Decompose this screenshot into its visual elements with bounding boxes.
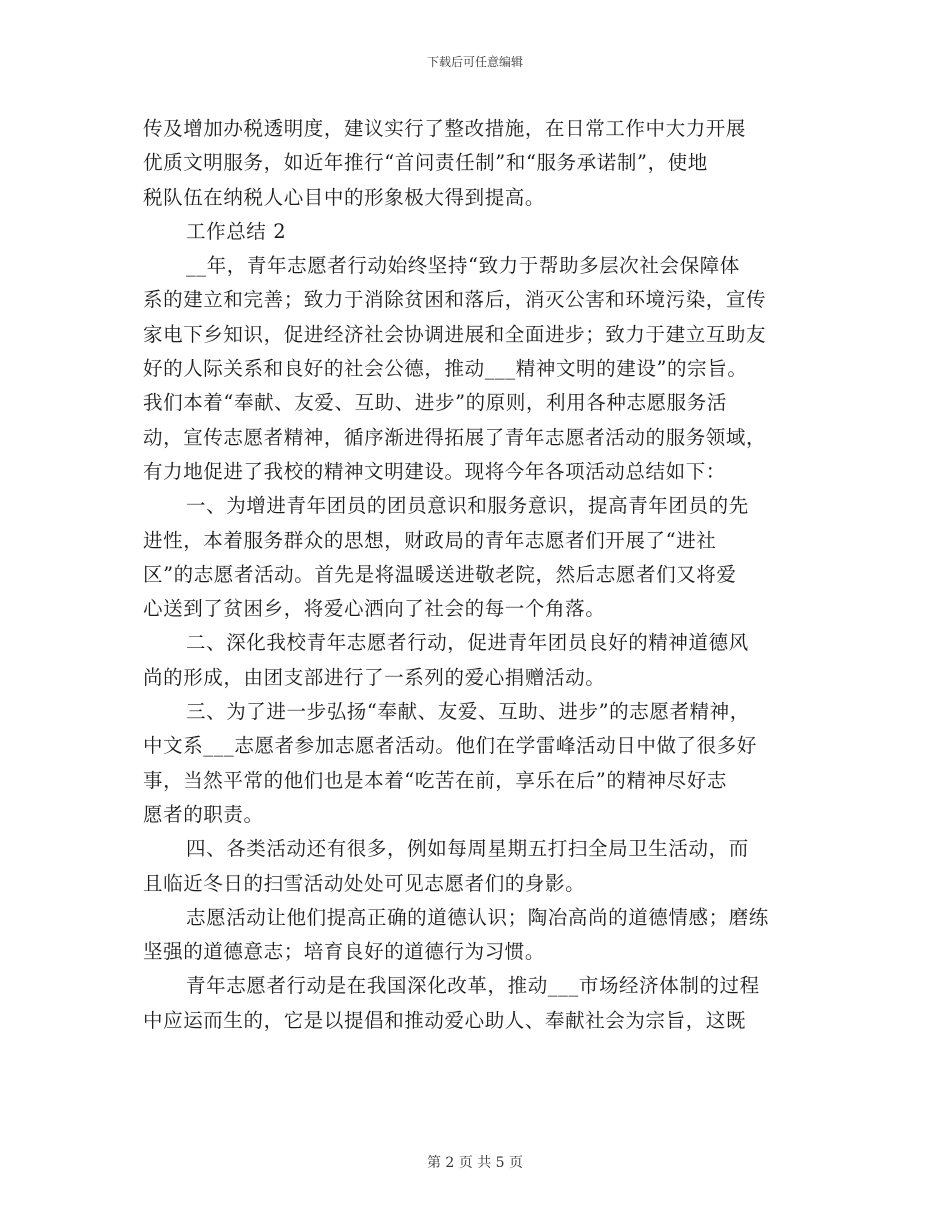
text-line: 动，宣传志愿者精神，循序渐进得拓展了青年志愿者活动的服务领域，: [143, 425, 767, 449]
text-line: 愿者的职责。: [143, 802, 264, 826]
page-header: 下载后可任意编辑: [426, 55, 523, 69]
text-line: 坚强的道德意志；培育良好的道德行为习惯。: [143, 940, 546, 964]
text-line: 好的人际关系和良好的社会公德，推动___精神文明的建设”的宗旨。: [143, 357, 748, 381]
text-line: 传及增加办税透明度，建议实行了整改措施，在日常工作中大力开展: [143, 117, 747, 140]
document-body: [143, 112, 807, 1038]
text-line: 且临近冬日的扫雪活动处处可见志愿者们的身影。: [143, 871, 586, 895]
text-line: 事，当然平常的他们也是本着“吃苦在前，享乐在后”的精神尽好志: [143, 768, 727, 792]
text-line: __年，青年志愿者行动始终坚持“致力于帮助多层次社会保障体: [186, 254, 740, 278]
text-line: 系的建立和完善；致力于消除贫困和落后，消灭公害和环境污染，宣传: [143, 288, 767, 312]
text-line: 四、各类活动还有很多，例如每周星期五打扫全局卫生活动，而: [186, 837, 749, 861]
text-line: 家电下乡知识，促进经济社会协调进展和全面进步；致力于建立互助友: [143, 322, 767, 346]
text-line: 中应运而生的，它是以提倡和推动爱心助人、奉献社会为宗旨，这既: [143, 1008, 747, 1032]
text-line: 三、为了进一步弘扬“奉献、友爱、互助、进步”的志愿者精神，: [186, 700, 750, 724]
page-number: 第 2 页 共 5 页: [426, 1155, 524, 1171]
text-line: 一、为增进青年团员的团员意识和服务意识，提高青年团员的先: [186, 494, 749, 518]
text-line: 青年志愿者行动是在我国深化改革，推动___市场经济体制的过程: [186, 974, 760, 998]
text-line: 区”的志愿者活动。首先是将温暖送进敬老院，然后志愿者们又将爱: [143, 562, 737, 586]
text-line: 有力地促进了我校的精神文明建设。现将今年各项活动总结如下：: [143, 459, 726, 483]
text-line: 志愿活动让他们提高正确的道德认识；陶冶高尚的道德情感；磨练: [186, 905, 769, 929]
text-line: 中文系___志愿者参加志愿者活动。他们在学雷峰活动日中做了很多好: [143, 734, 757, 758]
text-line: 我们本着“奉献、友爱、互助、进步”的原则，利用各种志愿服务活: [143, 391, 727, 415]
section-heading: 工作总结 2: [186, 219, 287, 243]
text-line: 进性，本着服务群众的思想，财政局的青年志愿者们开展了“进社: [143, 528, 717, 552]
text-line: 二、深化我校青年志愿者行动，促进青年团员良好的精神道德风: [186, 631, 749, 655]
text-line: 税队伍在纳税人心目中的形象极大得到提高。: [143, 185, 546, 209]
text-line: 优质文明服务，如近年推行“首问责任制”和“服务承诺制”，使地: [143, 151, 708, 175]
text-line: 尚的形成，由团支部进行了一系列的爱心捐赠活动。: [143, 665, 606, 689]
text-line: 心送到了贫困乡，将爱心洒向了社会的每一个角落。: [143, 597, 606, 621]
